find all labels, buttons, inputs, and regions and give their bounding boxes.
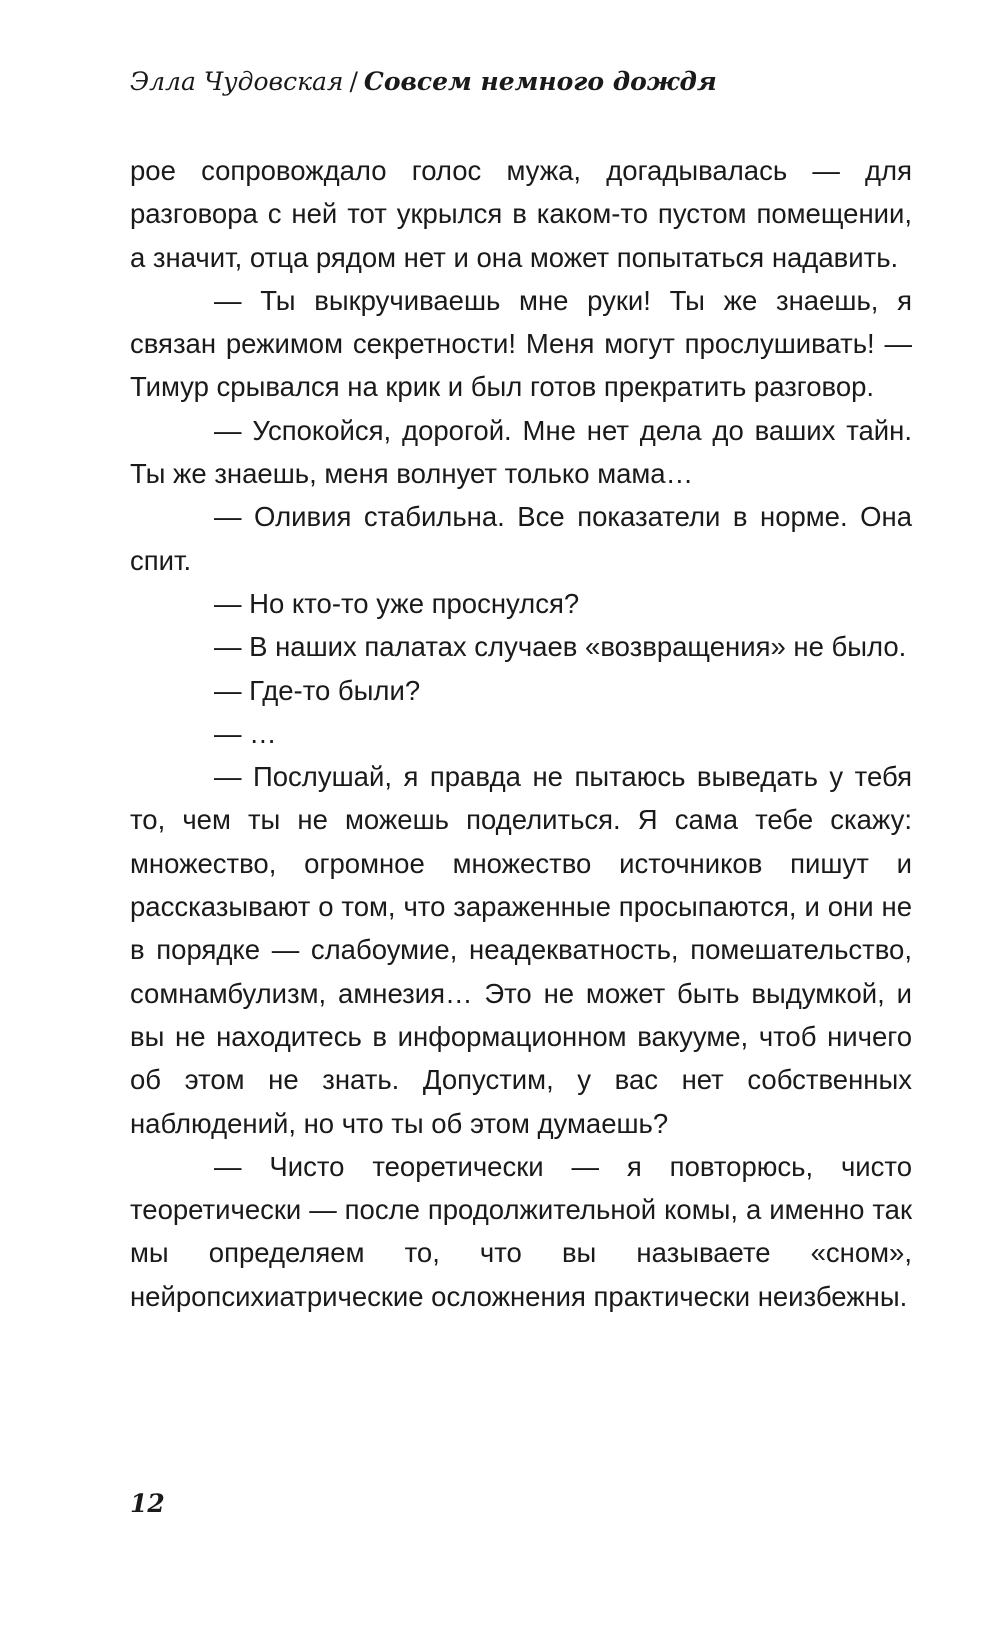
- author-name: Элла Чудовская: [130, 67, 344, 96]
- paragraph-2: — Ты выкручиваешь мне руки! Ты же знаешь, я связан режимом секретности! Меня могут прослушивать! — Тимур срывался на крик и был готов прекратить разговор.: [130, 284, 912, 403]
- paragraph-1: рое сопровождало голос мужа, догадывалась — для разговора с ней тот укрылся в каком-то пустом помещении, а значит, отца рядом нет и она может попытаться надавить.: [130, 155, 912, 273]
- paragraph-6: — В наших палатах случаев «возвращения» не было.: [214, 631, 907, 663]
- paragraph-10: — Чисто теоретически — я повторюсь, чисто теоретически — после продолжительной комы, а именно так мы определяем то, что вы называете «сном», нейропсихиатрические осложнения практически неизбежны.: [130, 1150, 912, 1312]
- page-number: 12: [130, 1489, 165, 1518]
- book-title: Совсем немного дождя: [363, 67, 717, 96]
- paragraph-3: — Успокойся, дорогой. Мне нет дела до ваших тайн. Ты же знаешь, меня волнует только мама…: [130, 414, 912, 490]
- paragraph-8: — …: [214, 717, 277, 749]
- header-separator: /: [349, 67, 358, 96]
- paragraph-7: — Где-то были?: [214, 674, 421, 706]
- paragraph-5: — Но кто-то уже проснулся?: [214, 587, 580, 619]
- running-head: [130, 62, 890, 102]
- body-text: [130, 149, 912, 1318]
- paragraph-4: — Оливия стабильна. Все показатели в норме. Она спит.: [130, 501, 912, 576]
- paragraph-9: — Послушай, я правда не пытаюсь выведать у тебя то, чем ты не можешь поделиться. Я сама тебе скажу: множество, огромное множество источников пишут и рассказывают о том, что зараженные просыпаются, и они не в порядке — слабоумие, неадекватность, помешательство, сомнамбулизм, амнезия… Это не может быть выдумкой, и вы не находитесь в информационном вакууме, чтоб ничего об этом не знать. Допустим, у вас нет собственных наблюдений, но что ты об этом думаешь?: [130, 761, 912, 1139]
